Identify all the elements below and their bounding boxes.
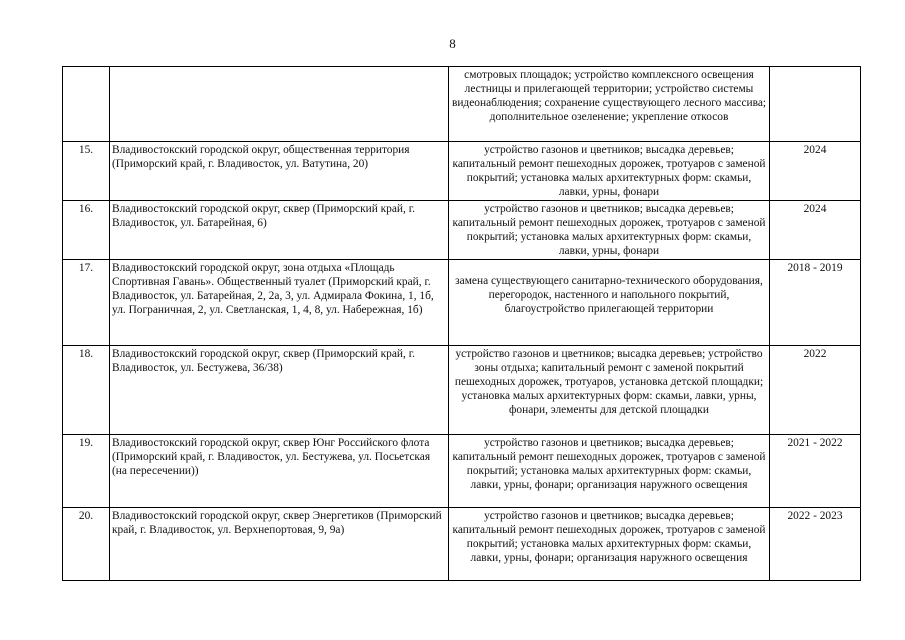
row-number-cell: 17. <box>63 260 110 346</box>
row-number-cell: 15. <box>63 142 110 201</box>
table-row <box>63 67 861 142</box>
work-cell: смотровых площадок; устройство комплексного освещения лестницы и прилегающей территории; устройство системы видеонаблюдения; сохранение существующего лесного массива; дополнительное озеленение; укрепление откосов <box>449 67 770 142</box>
work-cell: замена существующего санитарно-технического оборудования, перегородок, настенного и напольного покрытий, благоустройство прилегающей территории <box>449 260 770 346</box>
year-cell: 2018 - 2019 <box>770 260 861 346</box>
work-cell: устройство газонов и цветников; высадка деревьев; капитальный ремонт пешеходных дорожек, тротуаров с заменой покрытий; установка малых архитектурных форм: скамьи, лавки, урны, фонари; организация наружного освещения <box>449 435 770 508</box>
row-number-cell: 20. <box>63 508 110 581</box>
row-number-cell: 16. <box>63 201 110 260</box>
object-cell: Владивостокский городской округ, зона отдыха «Площадь Спортивная Гавань». Общественный туалет (Приморский край, г. Владивосток, ул. Батарейная, 2, 2а, 3, ул. Адмирала Фокина, 1, 1б, ул. Пограничная, 2, ул. Светланская, 1, 4, 8, ул. Набережная, 1б) <box>110 260 449 346</box>
year-cell: 2022 <box>770 346 861 435</box>
table-row <box>63 435 861 508</box>
object-cell: Владивостокский городской округ, сквер (Приморский край, г. Владивосток, ул. Батарейная, 6) <box>110 201 449 260</box>
improvement-table <box>62 66 861 581</box>
page-number: 8 <box>449 36 456 51</box>
object-cell: Владивостокский городской округ, сквер (Приморский край, г. Владивосток, ул. Бестужева, 36/38) <box>110 346 449 435</box>
table-row <box>63 508 861 581</box>
table-row <box>63 260 861 346</box>
row-number-cell: 18. <box>63 346 110 435</box>
work-cell: устройство газонов и цветников; высадка деревьев; устройство зоны отдыха; капитальный ремонт с заменой покрытий пешеходных дорожек, тротуаров, установка детской площадки; установка малых архитектурных форм: скамьи, лавки, урны, фонари, элементы для детской площадки <box>449 346 770 435</box>
table-row <box>63 346 861 435</box>
year-cell: 2022 - 2023 <box>770 508 861 581</box>
year-cell <box>770 67 861 142</box>
object-cell <box>110 67 449 142</box>
year-cell: 2024 <box>770 201 861 260</box>
work-cell: устройство газонов и цветников; высадка деревьев; капитальный ремонт пешеходных дорожек, тротуаров с заменой покрытий; установка малых архитектурных форм: скамьи, лавки, урны, фонари; организация наружного освещения <box>449 508 770 581</box>
work-cell: устройство газонов и цветников; высадка деревьев; капитальный ремонт пешеходных дорожек, тротуаров с заменой покрытий; установка малых архитектурных форм: скамьи, лавки, урны, фонари <box>449 201 770 260</box>
row-number-cell <box>63 67 110 142</box>
object-cell: Владивостокский городской округ, сквер Юнг Российского флота (Приморский край, г. Владивосток, ул. Бестужева, ул. Посьетская (на пересечении)) <box>110 435 449 508</box>
object-cell: Владивостокский городской округ, сквер Энергетиков (Приморский край, г. Владивосток, ул. Верхнепортовая, 9, 9а) <box>110 508 449 581</box>
table-row <box>63 201 861 260</box>
table-row <box>63 142 861 201</box>
year-cell: 2024 <box>770 142 861 201</box>
object-cell: Владивостокский городской округ, общественная территория (Приморский край, г. Владивосток, ул. Ватутина, 20) <box>110 142 449 201</box>
year-cell: 2021 - 2022 <box>770 435 861 508</box>
row-number-cell: 19. <box>63 435 110 508</box>
work-cell: устройство газонов и цветников; высадка деревьев; капитальный ремонт пешеходных дорожек, тротуаров с заменой покрытий; установка малых архитектурных форм: скамьи, лавки, урны, фонари <box>449 142 770 201</box>
